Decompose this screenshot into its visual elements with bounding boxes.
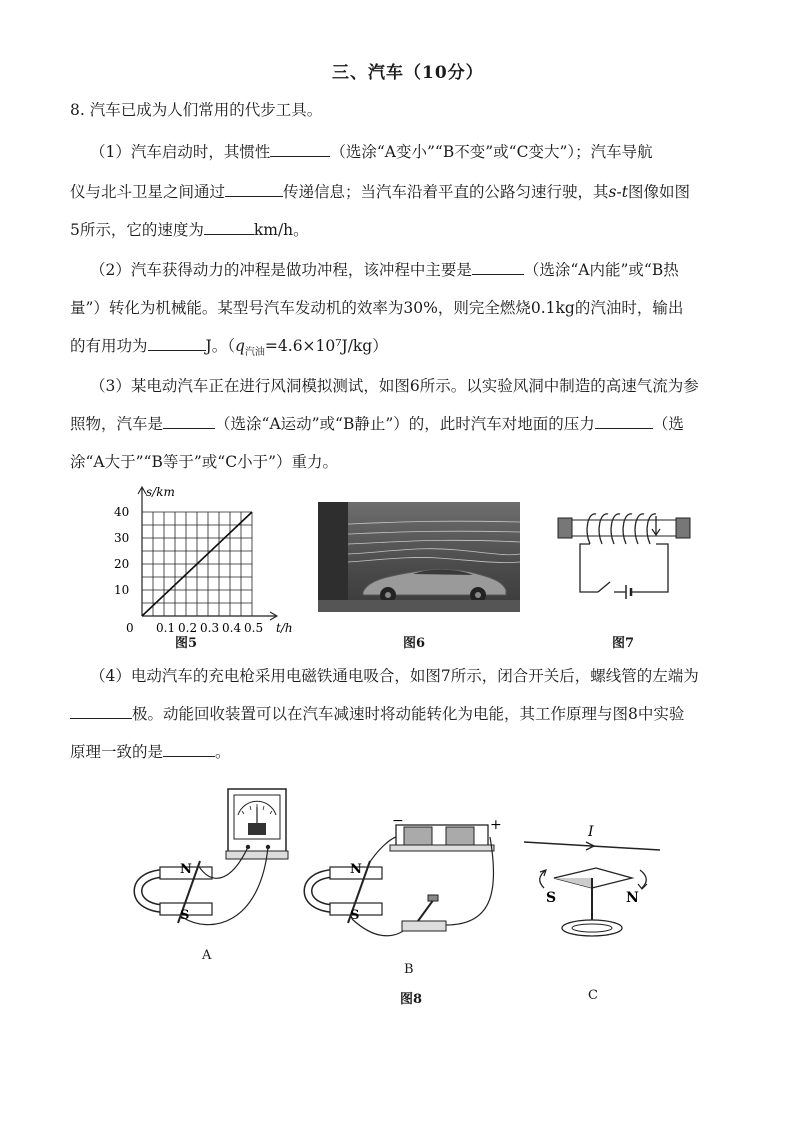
part4-text: 原理一致的是 xyxy=(70,743,164,761)
north-pole-label: N xyxy=(626,890,639,906)
x-tick-label: 0.5 xyxy=(244,621,264,635)
x-axis-label: t/h xyxy=(276,621,293,635)
figure8b-motor-experiment xyxy=(300,815,520,955)
y-tick-label: 30 xyxy=(114,531,130,545)
question-intro: 8. 汽车已成为人们常用的代步工具。 xyxy=(70,101,323,119)
knife-switch-icon xyxy=(402,921,446,931)
answer-blank[interactable] xyxy=(70,704,132,719)
part2-line1 xyxy=(90,258,679,280)
right-core-end xyxy=(676,518,690,538)
current-wire xyxy=(524,842,660,850)
part2-text: =4.6×10⁷J/kg） xyxy=(264,337,388,355)
part1-line1 xyxy=(90,140,653,162)
part3-line2 xyxy=(70,412,684,434)
y-tick-label: 20 xyxy=(114,557,130,571)
part1-text: 传递信息；当汽车沿着平直的公路匀速行驶，其 xyxy=(283,183,609,201)
plus-terminal-label: + xyxy=(490,817,502,833)
part4-line1: （4）电动汽车的充电枪采用电磁铁通电吸合，如图7所示，闭合开关后，螺线管的左端为 xyxy=(90,667,699,685)
answer-blank[interactable] xyxy=(472,260,524,275)
part1-line2 xyxy=(70,180,690,202)
part4-line3 xyxy=(70,740,231,762)
part3-text: 照物，汽车是 xyxy=(70,415,164,433)
answer-blank[interactable] xyxy=(225,182,283,197)
part4-text: 。 xyxy=(215,743,231,761)
figure8a-label: A xyxy=(202,948,212,963)
figure8a-generator-experiment xyxy=(130,785,310,945)
part2-text: （选涂“A内能”或“B热 xyxy=(523,261,679,279)
answer-blank[interactable] xyxy=(163,742,215,757)
part2-text: 的有用功为 xyxy=(70,337,148,355)
figure6-wind-tunnel-photo xyxy=(318,502,520,612)
part1-text: 5所示，它的速度为 xyxy=(70,221,204,239)
x-tick-label: 0.3 xyxy=(200,621,220,635)
answer-blank[interactable] xyxy=(270,142,330,157)
south-pole-label: S xyxy=(350,908,360,923)
part2-text: J。（ xyxy=(205,337,235,355)
figure8-caption: 图8 xyxy=(400,992,423,1007)
part2-text: （2）汽车获得动力的冲程是做功冲程，该冲程中主要是 xyxy=(90,261,472,279)
section-title: 三、汽车（10分） xyxy=(332,63,484,83)
part3-line3: 涂“A大于”“B等于”或“C小于”）重力。 xyxy=(70,453,338,471)
st-symbol: s-t xyxy=(608,183,628,201)
y-tick-label: 10 xyxy=(114,583,130,597)
x-tick-label: 0.4 xyxy=(222,621,242,635)
part1-text: 图像如图 xyxy=(627,183,690,201)
answer-blank[interactable] xyxy=(163,414,215,429)
y-axis-label: s/km xyxy=(146,485,175,499)
x-tick-label: 0.1 xyxy=(156,621,176,635)
answer-blank[interactable] xyxy=(204,220,254,235)
south-pole-label: S xyxy=(180,908,190,923)
north-pole-label: N xyxy=(180,862,192,877)
part1-text: （选涂“A变小”“B不变”或“C变大”）；汽车导航 xyxy=(330,143,653,161)
answer-blank[interactable] xyxy=(148,336,206,351)
figure5-caption: 图5 xyxy=(175,636,198,651)
current-label: I xyxy=(588,824,594,840)
figure5-chart xyxy=(100,480,300,648)
part2-line2: 量”）转化为机械能。某型号汽车发动机的效率为30%，则完全燃烧0.1kg的汽油时，输出 xyxy=(70,299,684,317)
figure8c-oersted-experiment xyxy=(520,820,670,950)
switch-icon xyxy=(598,582,610,592)
part4-line2 xyxy=(70,702,684,724)
origin-label: 0 xyxy=(126,621,134,635)
part4-text: 极。动能回收装置可以在汽车减速时将动能转化为电能，其工作原理与图8中实验 xyxy=(132,705,685,723)
south-pole-label: S xyxy=(546,890,557,906)
figure7-solenoid-circuit xyxy=(550,500,700,610)
figure8b-label: B xyxy=(404,962,414,977)
part3-line1: （3）某电动汽车正在进行风洞模拟测试，如图6所示。以实验风洞中制造的高速气流为参 xyxy=(90,377,699,395)
minus-terminal-label: − xyxy=(392,815,404,829)
figure7-caption: 图7 xyxy=(612,636,635,651)
left-core-end xyxy=(558,518,572,538)
part1-text: 仪与北斗卫星之间通过 xyxy=(70,183,226,201)
part1-text: km/h。 xyxy=(253,221,309,239)
figure8c-label: C xyxy=(588,988,598,1003)
answer-blank[interactable] xyxy=(595,414,653,429)
north-pole-label: N xyxy=(350,862,362,877)
part2-line3 xyxy=(70,334,388,358)
part1-line3 xyxy=(70,218,309,240)
y-tick-label: 40 xyxy=(114,505,130,519)
part3-text: （选涂“A运动”或“B静止”）的，此时汽车对地面的压力 xyxy=(215,415,595,433)
part1-text: （1）汽车启动时，其惯性 xyxy=(90,143,271,161)
q-symbol: q xyxy=(234,337,245,355)
figure6-caption: 图6 xyxy=(403,636,426,651)
part3-text: （选 xyxy=(652,415,684,433)
q-subscript: 汽油 xyxy=(244,347,265,359)
x-tick-label: 0.2 xyxy=(178,621,198,635)
